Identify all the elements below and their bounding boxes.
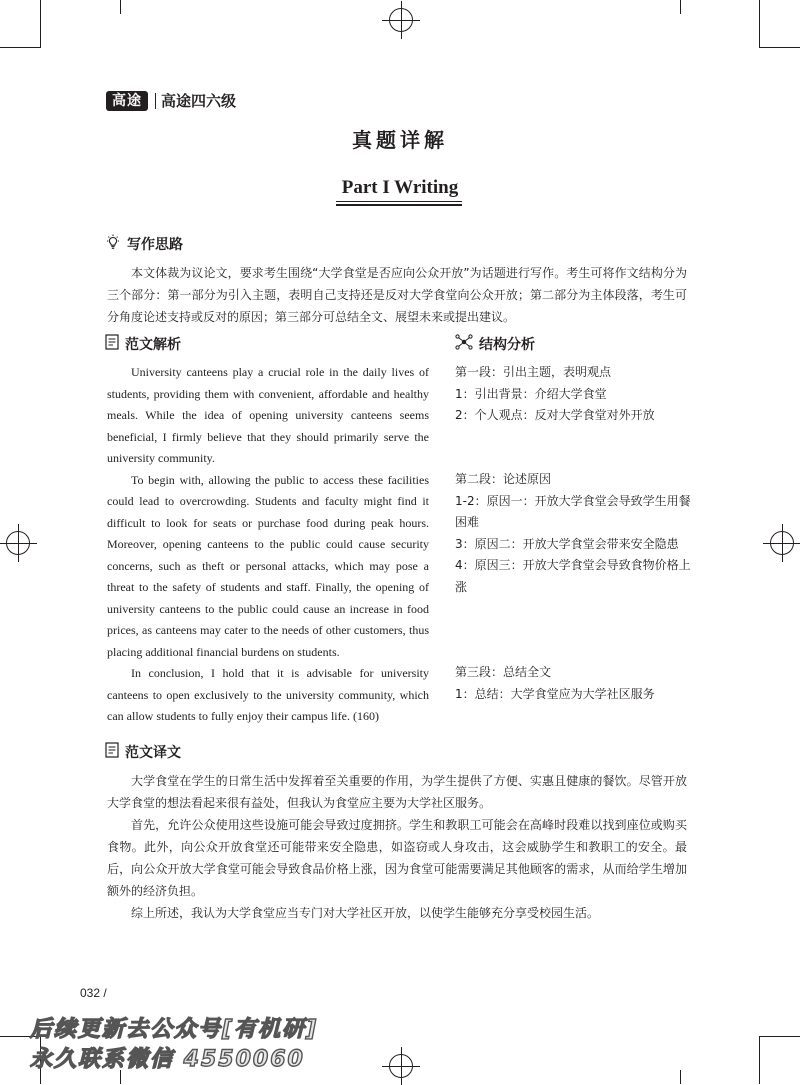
thinking-heading — [105, 234, 183, 256]
brand-logo: 高途 — [106, 91, 148, 111]
page-title: 真题详解 — [352, 128, 448, 152]
sample-heading — [105, 334, 181, 356]
sample-heading-label: 范文解析 — [125, 337, 181, 353]
translation-heading — [105, 742, 181, 764]
part-title-underline — [336, 201, 462, 202]
watermark-line-1: 后续更新去公众号[有机研] — [30, 1017, 319, 1042]
structure-item: 1：总结：大学食堂应为大学社区服务 — [455, 686, 655, 701]
structure-group-3 — [455, 662, 695, 705]
registration-mark-top — [389, 8, 413, 32]
translation-heading-label: 范文译文 — [125, 745, 181, 761]
registration-mark-bottom — [389, 1054, 413, 1078]
page-number: 032 / — [80, 986, 107, 1000]
registration-mark-left — [6, 531, 30, 555]
watermark-line-2: 永久联系微信 4550060 — [30, 1047, 305, 1072]
structure-item: 4：原因三：开放大学食堂会导致食物价格上涨 — [455, 558, 691, 594]
translation-paragraph-2: 首先，允许公众使用这些设施可能会导致过度拥挤。学生和教职工可能会在高峰时段难以找到座位或购买食物。此外，向公众开放食堂还可能带来安全隐患，如盗窃或人身攻击，这会威胁学生和教职工的安全。最后，向公众开放大学食堂可能会导致食品价格上涨，因为食堂可能需要满足其他顾客的需求，从而给学生增加额外的经济负担。 — [107, 818, 687, 898]
structure-group-2 — [455, 469, 695, 598]
registration-mark-right — [770, 531, 794, 555]
lightbulb-icon — [105, 234, 121, 256]
network-icon — [455, 334, 473, 356]
translation-body — [107, 770, 687, 924]
essay-paragraph-1: University canteens play a crucial role in the daily lives of students, providing them with convenient, affordable and healthy meals. While the idea of opening university canteens seems beneficial, I firmly believe that they should primarily serve the university community. — [107, 365, 429, 465]
thinking-paragraph: 本文体裁为议论文，要求考生围绕“大学食堂是否应向公众开放”为话题进行写作。考生可将作文结构分为三个部分：第一部分为引入主题，表明自己支持还是反对大学食堂向公众开放；第二部分为主体段落，考生可分角度论述支持或反对的原因；第三部分可总结全文、展望未来或提出建议。 — [107, 266, 687, 324]
structure-item: 1：引出背景：介绍大学食堂 — [455, 386, 607, 401]
structure-item: 第一段：引出主题，表明观点 — [455, 365, 612, 379]
document-icon — [105, 742, 119, 764]
structure-item: 1-2：原因一：开放大学食堂会导致学生用餐困难 — [455, 493, 691, 529]
sample-essay — [107, 362, 429, 728]
structure-item: 第二段：论述原因 — [455, 472, 552, 486]
essay-paragraph-2: To begin with, allowing the public to access these facilities could lead to overcrowding. Students and faculty might find it difficult to look for seats or purchase food during peak hours. Moreover, opening canteens to the public could cause security concerns, such as theft or personal attacks, which may pose a threat to the safety of students and staff. Finally, the opening of university canteens to the public could cause an increase in food prices, as canteens may cater to the needs of other customers, thus placing additional financial burdens on students. — [107, 472, 429, 659]
header-divider — [155, 93, 156, 109]
structure-heading-label: 结构分析 — [479, 337, 535, 353]
brand-name: 高途四六级 — [161, 92, 237, 110]
structure-group-1 — [455, 362, 695, 427]
structure-heading — [455, 334, 535, 356]
translation-paragraph-3: 综上所述，我认为大学食堂应当专门对大学社区开放，以使学生能够充分享受校园生活。 — [131, 906, 600, 920]
structure-item: 3：原因二：开放大学食堂会带来安全隐患 — [455, 536, 679, 551]
essay-paragraph-3: In conclusion, I hold that it is advisable for university canteens to open exclusively to the university community, which can allow students to fully enjoy their campus life. (160) — [107, 666, 429, 723]
part-title-underline-thick — [336, 204, 462, 206]
translation-paragraph-1: 大学食堂在学生的日常生活中发挥着至关重要的作用，为学生提供了方便、实惠且健康的餐饮。尽管开放大学食堂的想法看起来很有益处，但我认为食堂应主要为大学社区服务。 — [107, 774, 687, 810]
thinking-heading-label: 写作思路 — [127, 237, 183, 253]
structure-item: 2：个人观点：反对大学食堂对外开放 — [455, 408, 655, 422]
document-icon — [105, 334, 119, 356]
structure-item: 第三段：总结全文 — [455, 665, 552, 679]
part-title: Part I Writing — [341, 177, 459, 198]
